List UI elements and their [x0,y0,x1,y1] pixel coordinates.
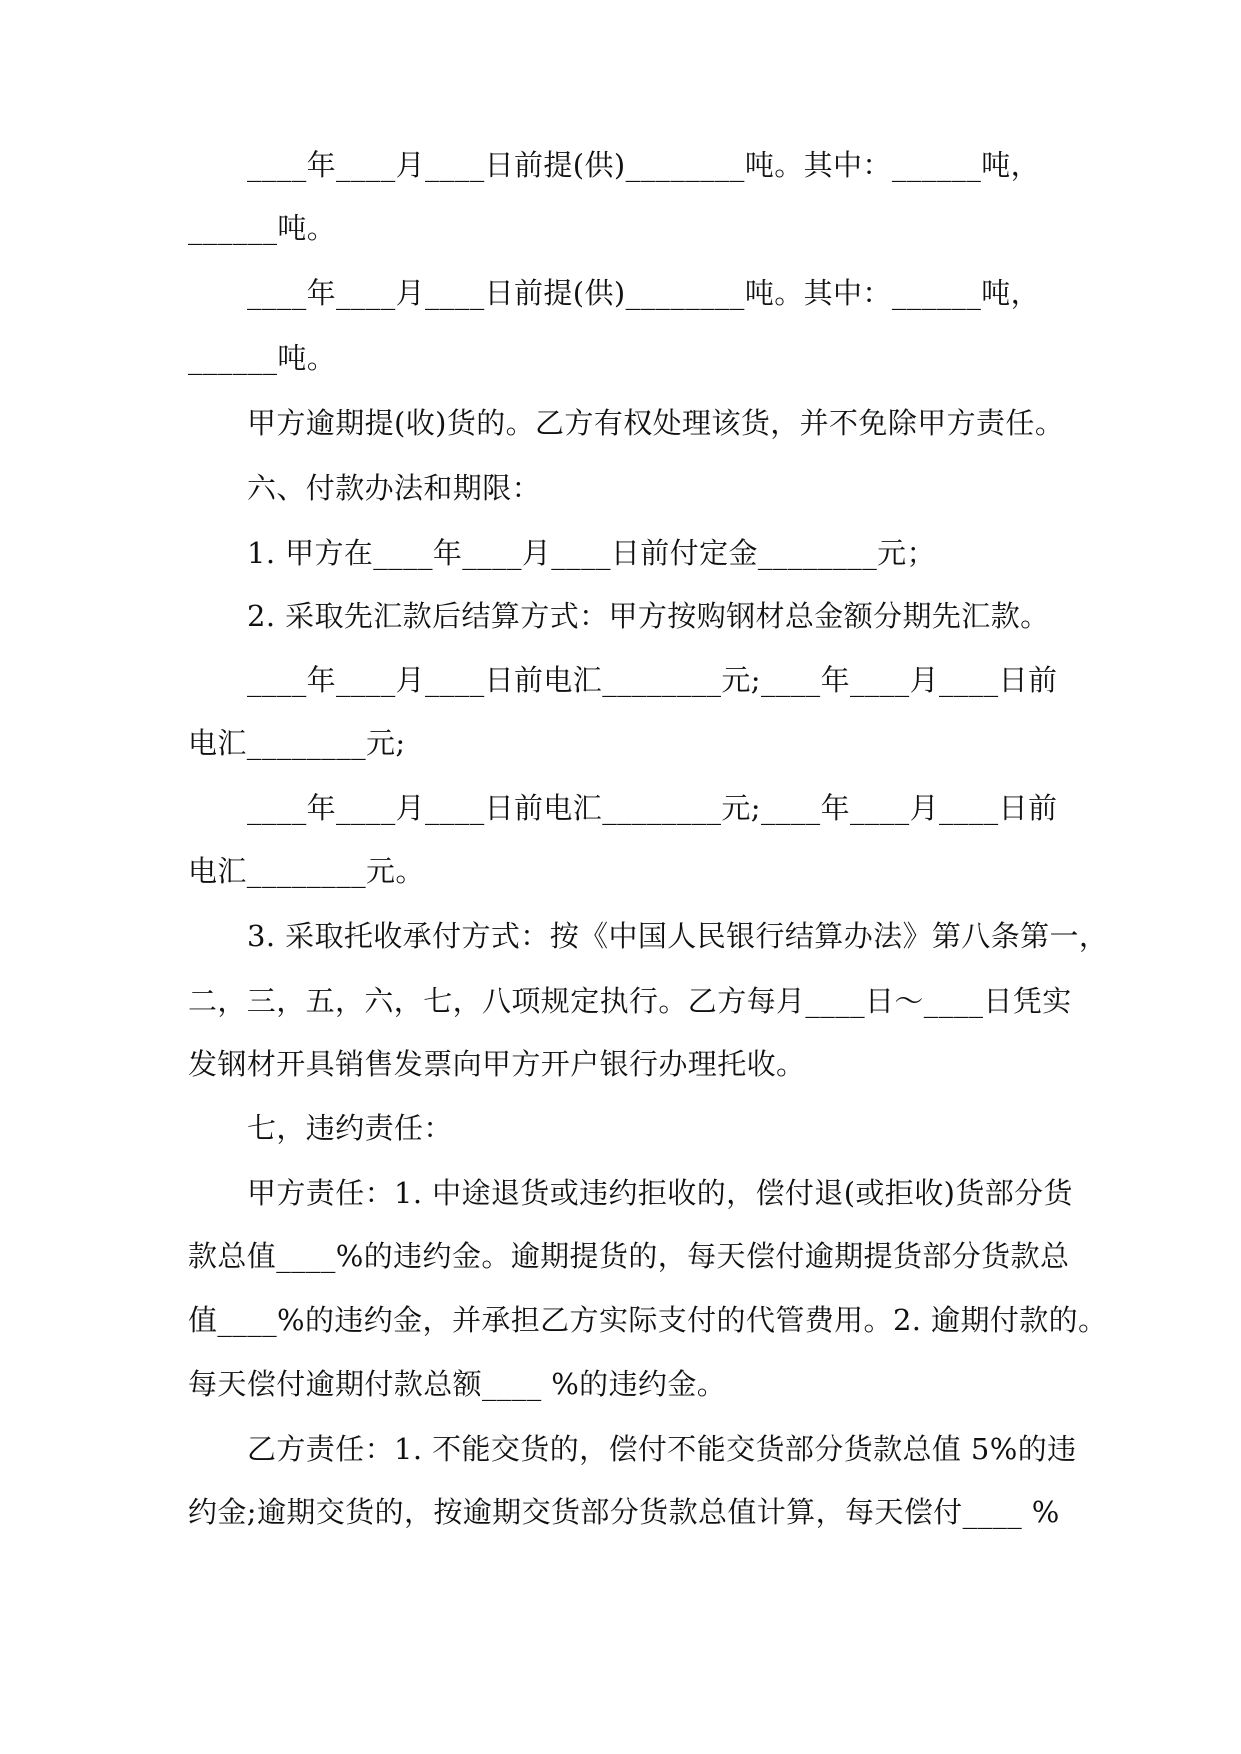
payment-item-3: 3. 采取托收承付方式：按《中国人民银行结算办法》第八条第一， [247,919,1109,953]
party-a-liability: 甲方责任：1. 中途退货或违约拒收的，偿付退(或拒收)货部分货 [247,1176,1073,1210]
delivery-schedule-line-1-cont: ______吨。 [188,211,337,245]
party-b-liability: 乙方责任：1. 不能交货的，偿付不能交货部分货款总值 5%的违 [247,1432,1077,1466]
delivery-schedule-line-2: ____年____月____日前提(供)________吨。其中：______吨， [247,276,1041,310]
party-a-liability-cont-1: 款总值____%的违约金。逾期提货的，每天偿付逾期提货部分货款总 [188,1239,1070,1273]
payment-item-3-cont-2: 发钢材开具销售发票向甲方开户银行办理托收。 [188,1047,806,1081]
wire-schedule-line-2-cont: 电汇________元。 [188,854,425,888]
section-six-heading: 六、付款办法和期限： [247,471,542,505]
payment-item-3-cont-1: 二，三，五，六，七，八项规定执行。乙方每月____日～____日凭实 [188,984,1072,1018]
party-a-liability-cont-3: 每天偿付逾期付款总额____ %的违约金。 [188,1367,727,1401]
wire-schedule-line-1: ____年____月____日前电汇________元;____年____月____日前 [247,663,1058,697]
payment-item-2: 2. 采取先汇款后结算方式：甲方按购钢材总金额分期先汇款。 [247,599,1050,633]
party-a-liability-cont-2: 值____%的违约金，并承担乙方实际支付的代管费用。2. 逾期付款的。 [188,1303,1108,1337]
late-pickup-clause: 甲方逾期提(收)货的。乙方有权处理该货，并不免除甲方责任。 [247,406,1065,440]
wire-schedule-line-2: ____年____月____日前电汇________元;____年____月____日前 [247,791,1058,825]
delivery-schedule-line-2-cont: ______吨。 [188,341,337,375]
payment-item-1: 1. 甲方在____年____月____日前付定金________元； [247,536,936,570]
delivery-schedule-line-1: ____年____月____日前提(供)________吨。其中：______吨， [247,148,1041,182]
wire-schedule-line-1-cont: 电汇________元; [188,726,406,760]
section-seven-heading: 七，违约责任： [247,1111,453,1145]
party-b-liability-cont: 约金;逾期交货的，按逾期交货部分货款总值计算，每天偿付____ % [188,1495,1060,1529]
